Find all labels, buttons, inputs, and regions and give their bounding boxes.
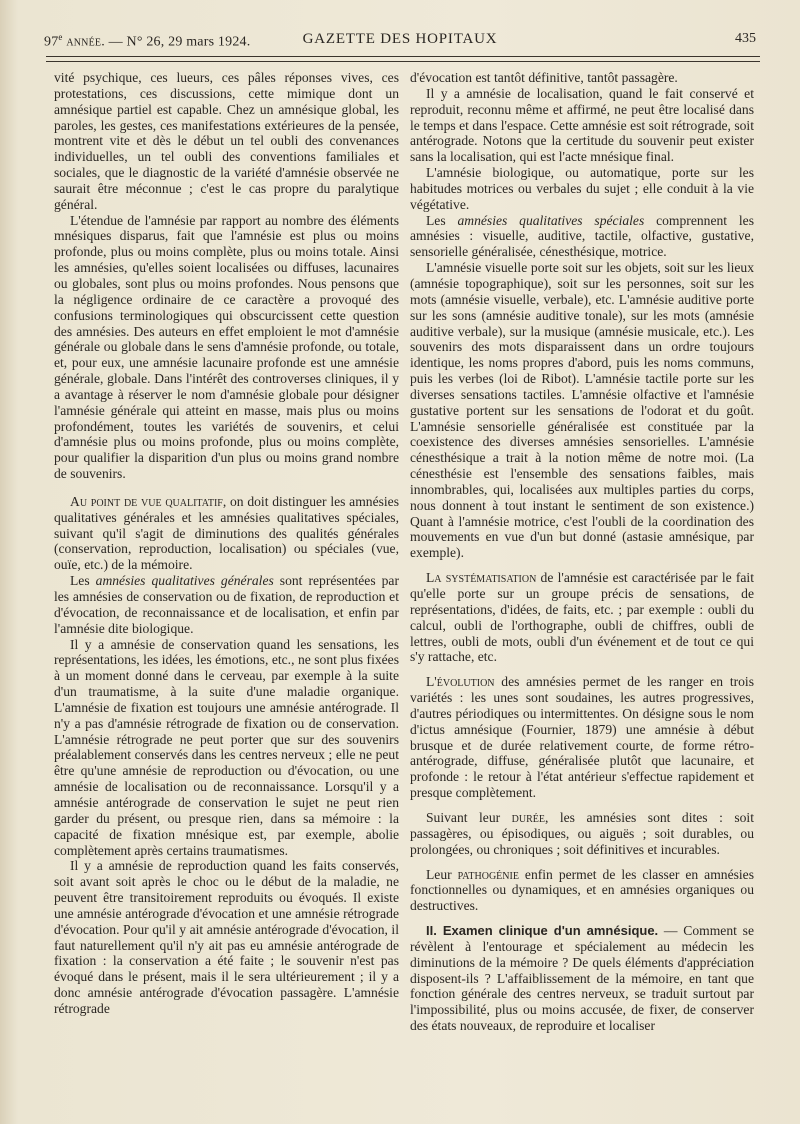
paragraph-text: des amnésies permet de les ranger en trois variétés : les unes sont soudaines, les autres progressives, d'autres périodiques ou intermittentes. On désigne sous le nom d'ictus amnésique (Fournier, 1879) une amnésie à début brusque et de durée relativement courte, de forme rétro-antérograde, diffuse, généralisée plutôt que lacunaire, et profonde : le retour à l'état antérieur s'effectue rapidement et presque complètement.: [410, 674, 754, 801]
issue-date: — N° 26, 29 mars 1924.: [108, 34, 251, 50]
year-number: 97: [44, 34, 59, 50]
annee-label: année.: [66, 34, 105, 50]
paragraph-text: Les: [70, 573, 96, 589]
paragraph: [410, 867, 754, 915]
paragraph-text: les amnésies sont dites : soit passagères, ou épisodiques, ou aiguës ; soit durables, ou prolongées, ou chroniques ; soit définitives et incurables.: [410, 809, 754, 857]
lead-in: Au point de vue qualitatif,: [70, 493, 227, 509]
paragraph: L'amnésie visuelle porte soit sur les objets, soit sur les lieux (amnésie topographique), soit sur les personnes, soit sur les mots (amnésie visuelle, verbale), etc. L'amnésie auditive porte sur les sons (amnésie auditive tonale), sur les mots (amnésie auditive verbale), sur la musique (amnésie musicale, etc.). Les souvenirs des mots disparaissent dans un ordre toujours identique, les noms propres d'abord, puis les noms communs, puis les verbes (loi de Ribot). L'amnésie tactile porte sur les diverses sensations tactiles. L'amnésie olfactive et l'amnésie gustative portent sur les sensations de l'odorat et du goût. L'amnésie sensorielle généralisée est constituée par la coexistence des diverses amnésies sensorielles. L'amnésie cénesthésique a trait à la notion même de notre moi. (La cénesthésie est l'ensemble des sensations faibles, mais innombrables, qui, localisées aux multiples parties du corps, nous donnent à tout instant le sentiment de son existence.) Quant à l'amnésie motrice, c'est l'oubli de la coordination des mouvements en vue d'un but donné (astasie amnésique, par exemple).: [410, 260, 754, 561]
section-heading: II. Examen clinique d'un amnésique.: [426, 923, 659, 939]
paragraph-text: Suivant leur: [426, 809, 512, 825]
paragraph: Il y a amnésie de reproduction quand les faits conservés, soit avant soit après le choc ou le début de la maladie, ne peuvent être transitoirement reproduits ou évoqués. Il existe une amnésie antérograde d'évocation et une amnésie rétrograde d'évocation. Pour qu'il y ait amnésie antérograde d'évocation, il faut naturellement qu'il n'y ait pas eu amnésie antérograde de fixation : la conservation a été faite ; le souvenir n'est pas évoqué dans le présent, mais il le sera ultérieurement ; il y a donc amnésie antérograde d'évocation passagère. L'amnésie rétrograde: [54, 858, 399, 1016]
lead-in: durée,: [511, 809, 549, 825]
year-suffix: e: [58, 32, 63, 42]
paragraph: L'amnésie biologique, ou automatique, porte sur les habitudes motrices ou verbales du sujet ; elle conduit à la vie végétative.: [410, 165, 754, 212]
paragraph: d'évocation est tantôt définitive, tantôt passagère.: [410, 70, 678, 85]
paragraph: [410, 923, 754, 1034]
header-rule: [46, 56, 760, 62]
paragraph: [410, 674, 754, 801]
emphasis: amnésies qualitatives spéciales: [457, 212, 645, 228]
lead-in: L'évolution: [426, 674, 495, 690]
paragraph: vité psychique, ces lueurs, ces pâles réponses vives, ces protestations, ces discussions, cette mimique dont un amnésique partiel est capable. Chez un amnésique global, les paroles, les gestes, ces manifestations extérieures de la pensée, montrent vite et dès le début un tel oubli des convenances individuelles, un tel oubli des conventions familiales et sociales, que le diagnostic de la variété d'amnésie observée ne saurait être méconnue ; c'est le cas propre du paralytique général.: [54, 70, 399, 212]
paragraph: [410, 810, 754, 858]
paragraph-text: Leur: [426, 866, 458, 882]
page-header: [44, 30, 756, 52]
page-number: 435: [735, 31, 756, 46]
paragraph: L'étendue de l'amnésie par rapport au nombre des éléments mnésiques disparus, fait que l'amnésie est plus ou moins profonde, plus ou moins complète, plus ou moins totale. Ainsi les amnésies, qu'elles soient localisées ou diffuses, lacunaires ou globales, sont plus ou moins profondes. Nous pensons que la négligence ordinaire de ce caractère a provoqué des confusions terminologiques qui obscurcissent cette question des amnésies. Des auteurs en effet emploient le mot d'amnésie générale ou globale dans le sens d'amnésie profonde, ou totale, et, pour eux, une amnésie lacunaire profonde est une amnésie générale, globale. Dans l'intérêt des controverses cliniques, il y a avantage à réserver le nom d'amnésie globale pour désigner l'amnésie générale qui atteint en masse, mais plus ou moins profondément, toutes les variétés de souvenirs, et celui d'amnésie plus ou moins profonde, plus ou moins complète, pour qualifier la disparition d'un plus ou moins grand nombre de souvenirs.: [54, 212, 399, 482]
paragraph: Il y a amnésie de conservation quand les sensations, les représentations, les idées, les émotions, etc., ne sont plus fixées à un moment donné dans le cerveau, par exemple à la suite d'un traumatisme, à la suite d'une maladie organique. L'amnésie de fixation est toujours une amnésie antérograde. Il n'y a pas d'amnésie rétrograde de fixation ou de conservation. L'amnésie rétrograde ne peut porter que sur des souvenirs préalablement conservés dans les centres nerveux ; elle ne peut être qu'une amnésie de reproduction ou d'évocation, ou une amnésie de localisation ou de reconnaissance. Lorsqu'il y a amnésie antérograde de conservation le sujet ne peut rien garder du présent, ou presque rien, dans sa mémoire : la capacité de fixation mnésique est, par exemple, abolie complètement après certains traumatismes.: [54, 636, 399, 858]
paragraph-text: comprennent les amnésies : visuelle, auditive, tactile, olfactive, gustative, sensorielle généralisée, cénesthésique, motrice.: [410, 212, 754, 260]
left-column: [54, 70, 399, 1017]
paragraph-text: enfin permet de les classer en amnésies fonctionnelles ou dynamiques, et en amnésies organiques ou destructives.: [410, 866, 754, 914]
paragraph-text: Les: [426, 212, 458, 228]
journal-title: GAZETTE DES HOPITAUX: [302, 31, 498, 47]
lead-in: pathogénie: [457, 866, 519, 882]
lead-in: La systématisation: [426, 570, 537, 586]
paragraph-text: de l'amnésie est caractérisée par le fait qu'elle porte sur un groupe précis de sensations, de représentations, d'idées, de faits, etc. ; par exemple : oubli du calcul, oubli de l'orthographe, oubli de chiffres, oubli de lettres, oubli de mots, oubli d'un événement et de tout ce qui s'y rattache, etc.: [410, 570, 754, 665]
paragraph-text: — Comment se révèlent à l'entourage et spécialement au médecin les diminutions de la mémoire ? De quels éléments d'appréciation disposent-ils ? L'affaiblissement de la mémoire, en tant que fonction générale des centres nerveux, se traduit surtout par l'impossibilité, plus ou moins accusée, de fixer, de conserver des états nouveaux, de reproduire et localiser: [410, 923, 755, 1034]
paragraph: [410, 570, 754, 665]
paragraph-text: sont représentées par les amnésies de conservation ou de fixation, de reproduction et d'évocation, de reconnaissance et de localisation, et enfin par l'amnésie dite biologique.: [54, 573, 399, 636]
paragraph: [54, 573, 399, 636]
paragraph: Il y a amnésie de localisation, quand le fait conservé et reproduit, reconnu même et affirmé, ne peut être localisé dans le temps et dans l'espace. Cette amnésie est soit rétrograde, soit antérograde. Notons que la certitude du souvenir peut exister sans la localisation, qui est l'acte mnésique final.: [410, 85, 754, 165]
paragraph-text: on doit distinguer les amnésies qualitatives générales et les amnésies qualitatives spéciales, suivant qu'il s'agit de diminutions des qualités générales (conservation, reproduction, localisation) ou spéciales (vue, ouïe, etc.) de la mémoire.: [54, 493, 399, 573]
right-column: [410, 70, 754, 1034]
paragraph: [410, 213, 754, 261]
paragraph: [54, 494, 399, 573]
emphasis: amnésies qualitatives générales: [95, 573, 274, 589]
